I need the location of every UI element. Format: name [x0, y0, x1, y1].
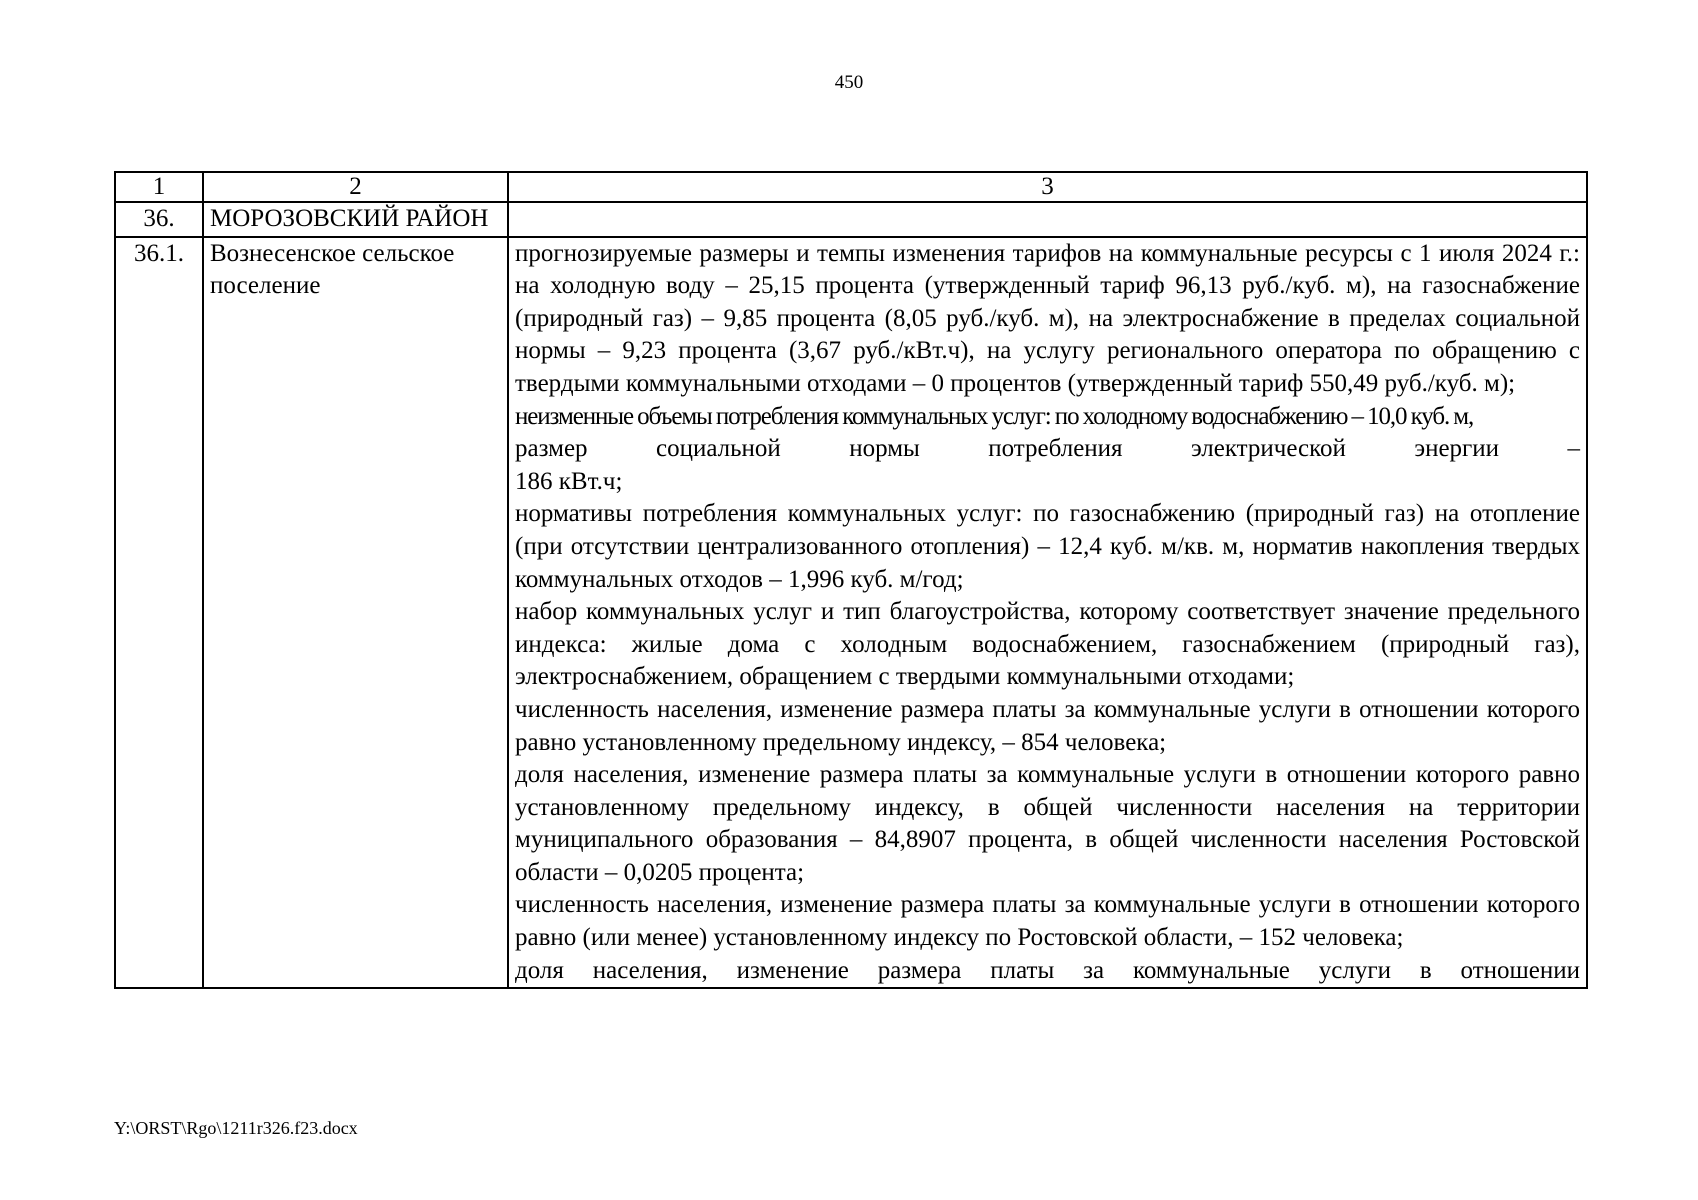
tariff-paragraph: прогнозируемые размеры и темпы изменения тарифов на коммунальные ресурсы с 1 июля 2024 г.: на холодную воду – 25,15 процента (утвержденный тариф 96,13 руб./куб. м), на газоснабжение (природный газ) – 9,85 процента (8,05 руб./куб. м), на электроснабжение в пределах социальной нормы – 9,23 процента (3,67 руб./кВт.ч), на услугу регионального оператора по обращению с твердыми коммунальными отходами – 0 процентов (утвержденный тариф 550,49 руб./куб. м); [515, 239, 1580, 397]
page-number: 450 [834, 72, 864, 93]
header-col-1: 1 [115, 172, 203, 202]
settlement-details [508, 237, 1587, 989]
table-header-row [115, 172, 1587, 202]
tariff-table [114, 171, 1588, 989]
district-row [115, 202, 1587, 237]
services-set-paragraph: набор коммунальных услуг и тип благоустройства, которому соответствует значение предельного индекса: жилые дома с холодным водоснабжением, газоснабжением (природный газ), электроснабжением, обращением с твердыми коммунальными отходами; [515, 598, 1580, 691]
settlement-name: Вознесенское сельское поселение [203, 237, 508, 989]
population-below-index-paragraph: численность населения, изменение размера платы за коммунальные услуги в отношении которого равно (или менее) установленному индексу по Ростовской области, – 152 человека; [515, 891, 1580, 952]
population-count-paragraph: численность населения, изменение размера платы за коммунальные услуги в отношении которого равно установленному предельному индексу, – 854 человека; [515, 695, 1580, 756]
district-number: 36. [115, 202, 203, 237]
district-empty-cell [508, 202, 1587, 237]
social-norm-value: 186 кВт.ч; [515, 467, 623, 495]
file-path-footer: Y:\ORST\Rgo\1211r326.f23.docx [114, 1118, 358, 1138]
district-name: МОРОЗОВСКИЙ РАЙОН [203, 202, 508, 237]
norms-paragraph: нормативы потребления коммунальных услуг: по газоснабжению (природный газ) на отопление (при отсутствии централизованного отопления) – 12,4 куб. м/кв. м, норматив накопления твердых коммунальных отходов – 1,996 куб. м/год; [515, 500, 1580, 593]
settlement-row [115, 237, 1587, 989]
social-norm-paragraph: размер социальной нормы потребления электрической энергии – [515, 435, 1580, 463]
population-share-paragraph: доля населения, изменение размера платы за коммунальные услуги в отношении которого равно установленному предельному индексу, в общей численности населения на территории муниципального образования – 84,8907 процента, в общей численности населения Ростовской области – 0,0205 процента; [515, 761, 1580, 886]
volumes-paragraph: неизменные объемы потребления коммунальных услуг: по холодному водоснабжению – 10,0 куб. м, [515, 402, 1474, 430]
header-col-3: 3 [508, 172, 1587, 202]
population-share-continued-paragraph: доля населения, изменение размера платы за коммунальные услуги в отношении [515, 956, 1580, 984]
settlement-number: 36.1. [115, 237, 203, 989]
header-col-2: 2 [203, 172, 508, 202]
